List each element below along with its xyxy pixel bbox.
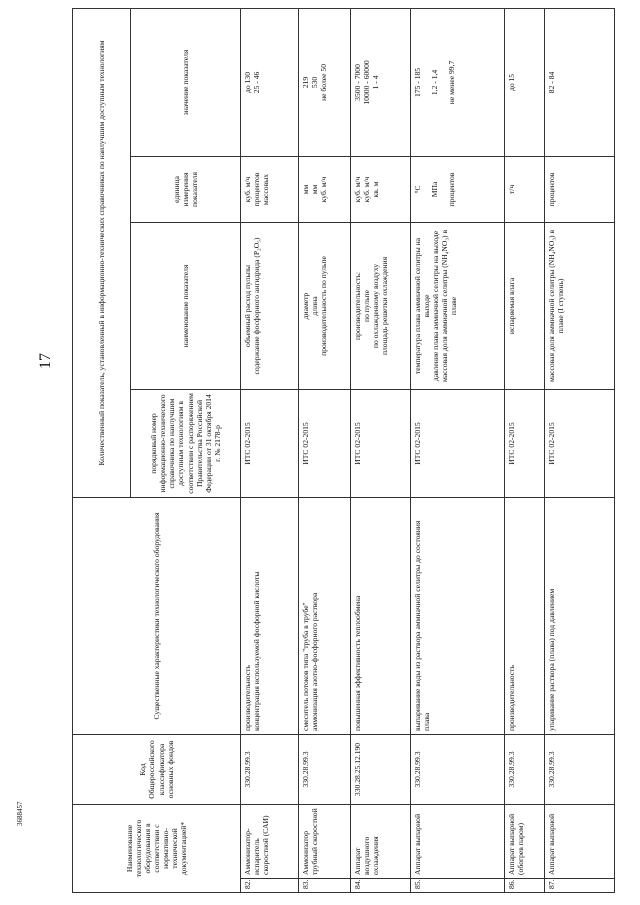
equipment-name: Аппарат выпарной — [411, 804, 505, 878]
header-value: значение показателя — [131, 8, 241, 156]
table-body — [241, 8, 615, 892]
values: 175 - 185 1,2 - 1,4 не менее 99,7 — [411, 8, 505, 156]
features: упаривание раствора (плава) под давлением — [545, 497, 615, 734]
header-quantitative-group: Количественный показатель, установленный в информационно-технических справочниках по наилучшим доступным технологиям — [73, 8, 131, 497]
values: 82 - 84 — [545, 8, 615, 156]
equipment-name: Аммонизатор трубный скоростной — [299, 804, 351, 878]
table-row — [351, 8, 411, 892]
indicators: испаряемая влага — [505, 222, 545, 389]
indicators: массовая доля аммиачной селитры (NH₄NO₃) в плаве (I ступень) — [545, 222, 615, 389]
its-number: ИТС 02-2015 — [351, 389, 411, 497]
okof-code: 330.28.25.12.190 — [351, 734, 411, 804]
equipment-name: Аппарат выпарной — [545, 804, 615, 878]
units: °С МПа процентов — [411, 156, 505, 222]
values: до 130 25 - 46 — [241, 8, 299, 156]
table-row — [299, 8, 351, 892]
row-number: 83. — [299, 879, 351, 893]
its-number: ИТС 02-2015 — [505, 389, 545, 497]
its-number: ИТС 02-2015 — [545, 389, 615, 497]
equipment-name: Аммонизатор-испаритель скоростной (САИ) — [241, 804, 299, 878]
features: производительность — [505, 497, 545, 734]
units: куб. м/ч процентов массовых — [241, 156, 299, 222]
its-number: ИТС 02-2015 — [411, 389, 505, 497]
equipment-name: Аппарат воздушного охлаждения — [351, 804, 411, 878]
its-number: ИТС 02-2015 — [241, 389, 299, 497]
features: выпаривание воды из раствора аммиачной селитры до состояния плава — [411, 497, 505, 734]
row-number: 86. — [505, 879, 545, 893]
header-unit: единица измерения показателя — [131, 156, 241, 222]
okof-code: 330.28.99.3 — [299, 734, 351, 804]
features: повышенная эффективность теплообмена — [351, 497, 411, 734]
rotated-table-container — [72, 9, 614, 893]
equipment-table — [72, 8, 615, 893]
units: мм мм куб. м/ч — [299, 156, 351, 222]
units: т/ч — [505, 156, 545, 222]
equipment-name: Аппарат выпарной (обогрев паром) — [505, 804, 545, 878]
okof-code: 330.28.99.3 — [505, 734, 545, 804]
row-number: 87. — [545, 879, 615, 893]
row-number: 84. — [351, 879, 411, 893]
table-row — [241, 8, 299, 892]
okof-code: 330.28.99.3 — [411, 734, 505, 804]
okof-code: 330.28.99.3 — [545, 734, 615, 804]
its-number: ИТС 02-2015 — [299, 389, 351, 497]
okof-code: 330.28.99.3 — [241, 734, 299, 804]
values: до 15 — [505, 8, 545, 156]
document-code: 3688457 — [16, 801, 24, 826]
header-features: Существенные характеристики технологического оборудования — [73, 497, 241, 734]
units: куб. м/ч куб. м/ч кв. м — [351, 156, 411, 222]
indicators: производительность: по пульпе по охлажденному воздуху площадь решетки охлаждения — [351, 222, 411, 389]
header-its-number: порядковый номер информационно-технического справочника по наилучшим доступным технологиям в соответствии с распоряжением Правительства Российской Федерации от 31 октября 2014 г. № 2178-р — [131, 389, 241, 497]
indicators: объемный расход пульпы содержание фосфорного ангидрида (P₂O₅) — [241, 222, 299, 389]
table-row — [505, 8, 545, 892]
features: смеситель потоков типа "труба в трубе" аммонизация азотно-фосфорного раствора — [299, 497, 351, 734]
row-number: 82. — [241, 879, 299, 893]
units: процентов — [545, 156, 615, 222]
features: производительность концентрация используемой фосфорной кислоты — [241, 497, 299, 734]
indicators: температура плава аммиачной селитры на выходе давление плава аммиачной селитры на выходе массовая доля аммиачной селитры (NH₄NO₃) в плаве — [411, 222, 505, 389]
header-equipment-name: Наименование технологического оборудования в соответствии с нормативно-технической документацией* — [73, 804, 241, 892]
values: 219 530 не более 50 — [299, 8, 351, 156]
table-row — [411, 8, 505, 892]
indicators: диаметр длина производительность по пульпе — [299, 222, 351, 389]
header-okof-code: Код Общероссийского классификатора основных фондов — [73, 734, 241, 804]
page-number: 17 — [37, 353, 54, 369]
row-number: 85. — [411, 879, 505, 893]
table-row — [545, 8, 615, 892]
header-indicator-name: наименование показателя — [131, 222, 241, 389]
values: 3500 - 7000 10000 - 60000 1 - 4 — [351, 8, 411, 156]
